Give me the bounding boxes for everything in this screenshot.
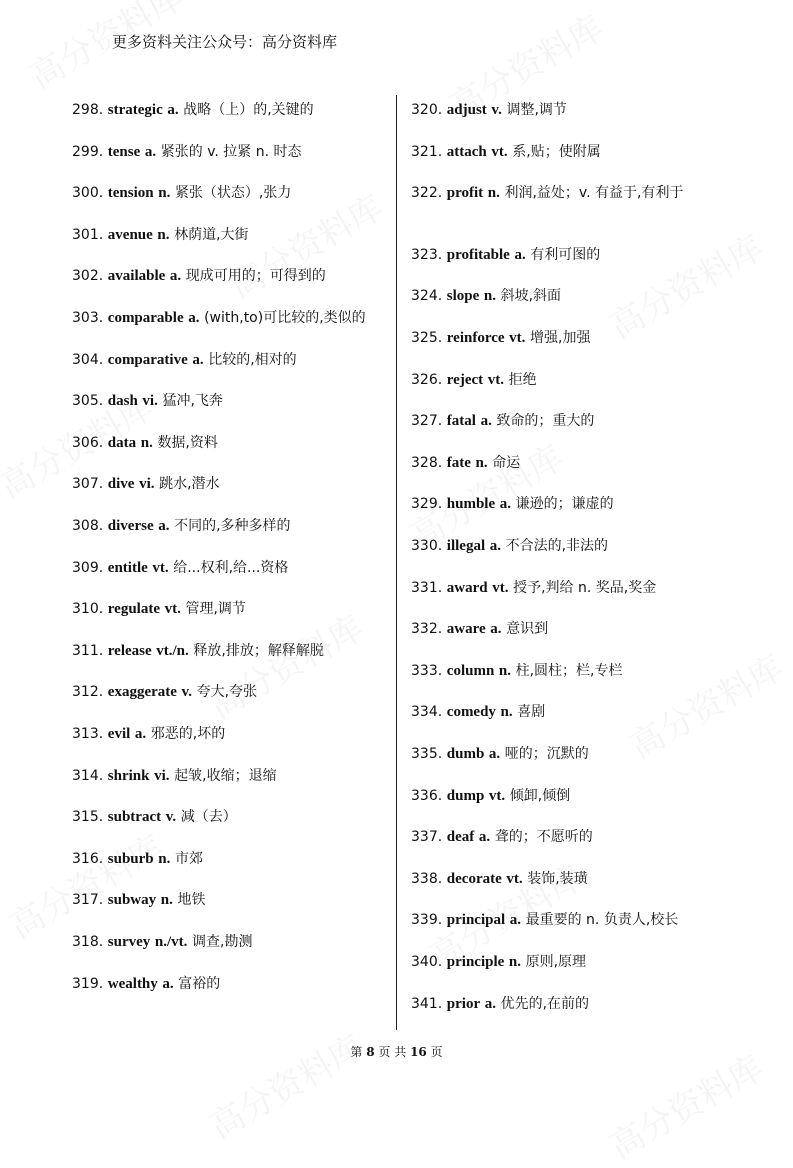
entry-word: award <box>446 579 488 596</box>
entry-word: principal <box>446 912 506 929</box>
entry-part-of-speech: vt. <box>488 787 506 804</box>
entry-definition: 不合法的,非法的 <box>505 538 609 554</box>
entry-word: column <box>446 662 495 679</box>
entry-part-of-speech: vi. <box>142 393 158 410</box>
entry-word: profitable <box>446 246 510 263</box>
entry-word: tension <box>107 185 154 202</box>
entry-number: 326. <box>411 371 443 388</box>
page-footer <box>0 1043 793 1060</box>
entry-number: 323. <box>411 246 443 263</box>
vocab-entry <box>72 142 302 162</box>
entry-number: 302. <box>72 268 104 285</box>
entry-definition: 不同的,多种多样的 <box>174 518 291 534</box>
entry-number: 320. <box>411 102 443 118</box>
entry-word: dive <box>107 476 135 493</box>
vocab-entry <box>72 682 257 702</box>
entry-word: reject <box>446 371 484 388</box>
vocab-entry <box>72 266 326 286</box>
entry-word: dump <box>446 787 485 804</box>
entry-definition: 战略（上）的,关键的 <box>183 102 314 118</box>
watermark <box>196 601 371 728</box>
vocab-entry <box>411 453 520 473</box>
entry-word: fate <box>446 454 471 471</box>
vocab-entry <box>411 702 545 722</box>
entry-definition: 现成可用的；可得到的 <box>185 268 326 285</box>
entry-part-of-speech: a. <box>484 995 496 1012</box>
entry-part-of-speech: n. <box>140 434 153 451</box>
entry-word: comparable <box>107 310 184 326</box>
entry-part-of-speech: vt./n. <box>156 642 189 659</box>
entry-part-of-speech: a. <box>514 246 526 263</box>
entry-definition: 装饰,装璜 <box>527 870 588 887</box>
entry-definition: 有利可图的 <box>530 246 601 263</box>
entry-part-of-speech: n./vt. <box>154 934 188 950</box>
entry-definition: 市郊 <box>174 850 203 867</box>
entry-definition: 倾卸,倾倒 <box>509 787 571 804</box>
entry-part-of-speech: a. <box>490 621 502 638</box>
footer-middle: 页 共 <box>378 1045 407 1059</box>
entry-definition: 地铁 <box>177 892 206 909</box>
entry-number: 338. <box>411 870 443 887</box>
footer-page-number: 8 <box>366 1045 375 1059</box>
entry-definition: 调整,调节 <box>506 102 567 118</box>
entry-number: 298. <box>72 102 104 118</box>
entry-definition: 意识到 <box>506 621 549 638</box>
vocab-entry <box>72 433 218 453</box>
entry-definition: 给...权利,给...资格 <box>173 559 289 576</box>
vocab-entry <box>411 952 586 972</box>
entry-number: 341. <box>411 995 443 1012</box>
entry-word: prior <box>446 995 481 1012</box>
entry-definition: 跳水,潜水 <box>159 476 220 493</box>
entry-number: 303. <box>72 310 104 326</box>
entry-word: attach <box>446 143 487 160</box>
entry-number: 316. <box>72 850 104 867</box>
entry-definition: 调查,勘测 <box>192 934 253 950</box>
entry-number: 315. <box>72 809 104 826</box>
entry-part-of-speech: n. <box>475 454 488 471</box>
vocab-entry <box>411 142 601 162</box>
entry-part-of-speech: vt. <box>491 143 508 160</box>
entry-word: humble <box>446 496 496 513</box>
entry-word: dumb <box>446 746 485 762</box>
entry-definition: 原则,原理 <box>525 954 587 970</box>
entry-definition: 利润,益处；v. 有益于,有利于 <box>504 185 684 202</box>
entry-part-of-speech: a. <box>480 413 492 430</box>
footer-total-pages: 16 <box>410 1045 427 1059</box>
entry-number: 334. <box>411 704 443 721</box>
entry-number: 309. <box>72 559 104 576</box>
entry-number: 314. <box>72 767 104 784</box>
entry-part-of-speech: vi. <box>139 476 155 493</box>
entry-word: data <box>107 434 137 451</box>
vocab-entry <box>72 183 291 203</box>
entry-word: slope <box>446 288 480 305</box>
entry-number: 339. <box>411 912 443 929</box>
entry-number: 331. <box>411 579 443 596</box>
vocab-entry <box>72 890 205 910</box>
vocab-entry <box>411 328 590 348</box>
vocab-entry <box>411 286 561 306</box>
entry-number: 311. <box>72 642 104 659</box>
entry-number: 327. <box>411 413 443 430</box>
entry-word: survey <box>107 934 151 950</box>
entry-definition: 系,贴；使附属 <box>512 143 601 160</box>
entry-word: comparative <box>107 351 188 368</box>
entry-word: subtract <box>107 809 162 826</box>
vocab-entry <box>411 411 594 431</box>
entry-word: entitle <box>107 559 148 576</box>
entry-part-of-speech: a. <box>478 829 491 846</box>
entry-definition: 斜坡,斜面 <box>500 288 562 305</box>
entry-definition: 猛冲,飞奔 <box>162 393 223 410</box>
entry-definition: 哑的；沉默的 <box>504 746 589 762</box>
entry-word: regulate <box>107 601 160 618</box>
entry-definition: 聋的；不愿听的 <box>494 829 593 846</box>
entry-word: avenue <box>107 226 153 243</box>
entry-part-of-speech: a. <box>169 268 182 285</box>
entry-number: 310. <box>72 601 104 618</box>
entry-word: shrink <box>107 767 150 784</box>
entry-number: 300. <box>72 185 104 202</box>
entry-definition: 谦逊的；谦虚的 <box>515 496 614 513</box>
vocab-entry <box>72 641 324 661</box>
entry-definition: 林荫道,大街 <box>174 226 249 243</box>
vocab-entry <box>411 994 589 1014</box>
entry-number: 340. <box>411 954 443 970</box>
entry-part-of-speech: vi. <box>154 767 170 784</box>
entry-number: 319. <box>72 975 104 992</box>
vocab-entry <box>72 724 225 744</box>
entry-part-of-speech: a. <box>192 351 204 368</box>
vocab-entry <box>411 536 608 556</box>
vocab-entry <box>411 245 600 265</box>
entry-part-of-speech: a. <box>188 310 200 326</box>
footer-suffix: 页 <box>430 1045 443 1059</box>
entry-definition: 最重要的 n. 负责人,校长 <box>525 912 679 929</box>
vocab-entry <box>72 932 252 952</box>
entry-number: 335. <box>411 746 443 762</box>
entry-definition: 邪恶的,坏的 <box>150 726 226 742</box>
vocab-entry <box>72 849 203 869</box>
entry-definition: 致命的；重大的 <box>496 413 595 430</box>
entry-part-of-speech: a. <box>162 975 174 992</box>
footer-prefix: 第 <box>350 1045 363 1059</box>
entry-number: 305. <box>72 393 104 410</box>
entry-word: tense <box>107 143 141 160</box>
entry-number: 324. <box>411 288 443 305</box>
entry-part-of-speech: n. <box>487 185 500 202</box>
entry-number: 336. <box>411 787 443 804</box>
entry-definition: 授予,判给 n. 奖品,奖金 <box>513 579 657 596</box>
entry-part-of-speech: vt. <box>164 601 181 618</box>
entry-number: 322. <box>411 185 443 202</box>
entry-part-of-speech: vt. <box>492 579 509 596</box>
entry-number: 328. <box>411 454 443 471</box>
entry-part-of-speech: a. <box>134 726 147 742</box>
entry-part-of-speech: n. <box>500 704 513 721</box>
entry-definition: 拒绝 <box>508 371 537 388</box>
vocab-entry <box>411 744 589 764</box>
entry-number: 332. <box>411 621 443 638</box>
entry-number: 301. <box>72 226 104 243</box>
vocab-entry <box>411 827 593 847</box>
entry-number: 308. <box>72 518 104 534</box>
entry-part-of-speech: a. <box>488 746 501 762</box>
entry-definition: 富裕的 <box>178 975 221 992</box>
entry-number: 304. <box>72 351 104 368</box>
vocab-entry <box>72 225 249 245</box>
entry-word: strategic <box>107 102 163 118</box>
entry-definition: 命运 <box>492 454 521 471</box>
entry-word: exaggerate <box>107 684 177 701</box>
entry-part-of-speech: n. <box>483 288 496 305</box>
entry-part-of-speech: vt. <box>152 559 169 576</box>
entry-part-of-speech: a. <box>158 518 170 534</box>
entry-number: 321. <box>411 143 443 160</box>
entry-number: 317. <box>72 892 104 909</box>
vocab-entry <box>411 183 683 203</box>
entry-word: principle <box>446 954 505 970</box>
entry-word: deaf <box>446 829 475 846</box>
vocab-entry <box>72 391 223 411</box>
entry-definition: 起皱,收缩；退缩 <box>174 767 277 784</box>
vocab-entry <box>72 807 237 827</box>
watermark <box>0 821 171 948</box>
entry-definition: 喜剧 <box>517 704 546 721</box>
entry-word: dash <box>107 393 138 410</box>
entry-part-of-speech: n. <box>498 662 511 679</box>
vocab-entry <box>72 558 288 578</box>
watermark <box>599 221 771 348</box>
vocab-entry <box>72 308 366 328</box>
vocab-entry <box>411 494 614 514</box>
vocab-entry <box>411 661 623 681</box>
entry-word: reinforce <box>446 330 505 346</box>
entry-word: aware <box>446 621 486 638</box>
entry-word: release <box>107 642 152 659</box>
entry-part-of-speech: n. <box>157 226 170 243</box>
entry-number: 330. <box>411 538 443 554</box>
vocab-entry <box>72 516 291 536</box>
entry-number: 329. <box>411 496 443 513</box>
entry-number: 318. <box>72 934 104 950</box>
entry-part-of-speech: a. <box>499 496 511 513</box>
vocab-entry <box>72 599 246 619</box>
watermark <box>619 641 791 768</box>
vocab-entry <box>411 910 678 930</box>
entry-number: 306. <box>72 434 104 451</box>
entry-definition: 夸大,夸张 <box>196 684 258 701</box>
entry-word: available <box>107 268 166 285</box>
entry-part-of-speech: n. <box>508 954 521 970</box>
entry-part-of-speech: v. <box>181 684 192 701</box>
entry-part-of-speech: n. <box>158 185 171 202</box>
entry-number: 307. <box>72 476 104 493</box>
entry-definition: 增强,加强 <box>530 330 591 346</box>
watermark <box>199 1021 371 1148</box>
entry-definition: 柱,圆柱；栏,专栏 <box>515 662 623 679</box>
entry-word: subway <box>107 892 157 909</box>
vocab-entry <box>411 370 537 390</box>
entry-number: 337. <box>411 829 443 846</box>
vocab-entry <box>72 974 220 994</box>
entry-definition: 释放,排放；解释解脱 <box>193 642 324 659</box>
entry-word: diverse <box>107 518 154 534</box>
entry-definition: (with,to)可比较的,类似的 <box>204 310 366 326</box>
column-divider <box>396 95 397 1030</box>
entry-word: evil <box>107 726 131 742</box>
entry-part-of-speech: v. <box>491 102 502 118</box>
entry-number: 312. <box>72 684 104 701</box>
vocab-entry <box>411 578 656 598</box>
entry-definition: 数据,资料 <box>157 434 218 451</box>
entry-definition: 比较的,相对的 <box>208 351 297 368</box>
entry-word: illegal <box>446 538 486 554</box>
entry-part-of-speech: vt. <box>487 371 504 388</box>
entry-part-of-speech: v. <box>165 809 177 826</box>
vocab-entry <box>72 766 277 786</box>
entry-definition: 紧张的 v. 拉紧 n. 时态 <box>160 143 302 160</box>
entry-number: 299. <box>72 143 104 160</box>
entry-word: adjust <box>446 102 487 118</box>
entry-part-of-speech: a. <box>167 102 179 118</box>
entry-definition: 管理,调节 <box>185 601 246 618</box>
entry-part-of-speech: a. <box>144 143 157 160</box>
entry-definition: 减（去） <box>180 809 237 826</box>
entry-word: wealthy <box>107 975 158 992</box>
entry-word: comedy <box>446 704 496 721</box>
entry-definition: 优先的,在前的 <box>500 995 590 1012</box>
entry-definition: 紧张（状态）,张力 <box>174 185 292 202</box>
entry-word: suburb <box>107 850 154 867</box>
vocab-entry <box>411 786 570 806</box>
vocab-entry <box>72 474 220 494</box>
entry-word: decorate <box>446 870 502 887</box>
page-header: 更多资料关注公众号：高分资料库 <box>112 33 338 51</box>
vocab-entry <box>72 350 297 370</box>
entry-part-of-speech: a. <box>509 912 521 929</box>
entry-number: 333. <box>411 662 443 679</box>
entry-part-of-speech: vt. <box>509 330 526 346</box>
entry-word: fatal <box>446 413 476 430</box>
entry-part-of-speech: n. <box>160 892 173 909</box>
entry-part-of-speech: n. <box>158 850 171 867</box>
entry-word: profit <box>446 185 484 202</box>
entry-number: 325. <box>411 330 443 346</box>
entry-part-of-speech: a. <box>489 538 501 554</box>
vocab-entry <box>411 619 548 639</box>
entry-part-of-speech: vt. <box>506 870 523 887</box>
vocab-entry <box>411 869 588 889</box>
vocab-entry <box>72 100 314 120</box>
vocab-entry <box>411 100 567 120</box>
entry-number: 313. <box>72 726 104 742</box>
